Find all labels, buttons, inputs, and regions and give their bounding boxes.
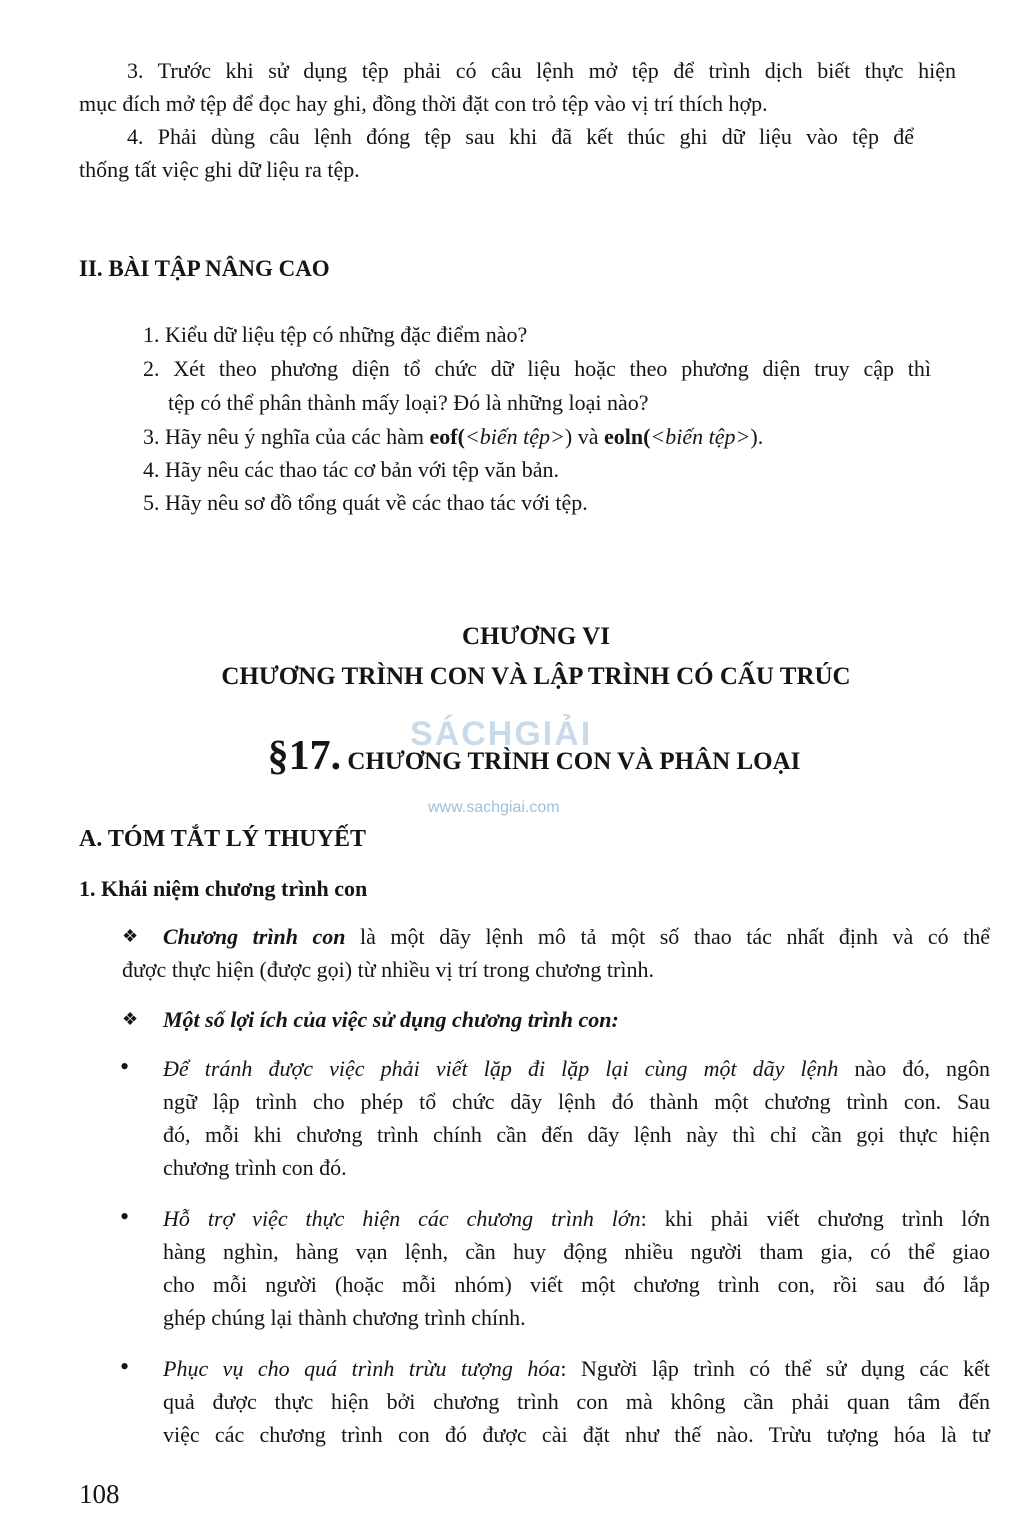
question-3 — [143, 420, 763, 453]
definition-line1 — [163, 920, 990, 953]
definition-rest: là một dãy lệnh mô tả một số thao tác nhất định và có thể — [345, 924, 990, 949]
eoln-argument: <biến tệp> — [650, 424, 751, 449]
bullet-2-italic: Hỗ trợ việc thực hiện các chương trình lớn — [163, 1206, 641, 1231]
theory-heading: A. TÓM TẮT LÝ THUYẾT — [79, 826, 366, 852]
diamond-bullet-icon: ❖ — [122, 926, 139, 946]
chapter-label: CHƯƠNG VI — [462, 623, 610, 650]
bullet-1-italic: Để tránh được việc phải viết lặp đi lặp lại cùng một dãy lệnh — [163, 1056, 839, 1081]
section-17-number: §17. — [267, 733, 342, 779]
bullet-3-rest: : Người lập trình có thể sử dụng các kết — [560, 1356, 990, 1381]
bullet-2-line4: ghép chúng lại thành chương trình chính. — [163, 1305, 526, 1330]
question-3-end: ). — [750, 424, 764, 449]
bullet-dot-icon: • — [120, 1202, 130, 1231]
question-1: 1. Kiểu dữ liệu tệp có những đặc điểm nào? — [143, 322, 528, 347]
watermark-logo: SÁCHGIẢI — [410, 715, 593, 753]
eoln-function: eoln( — [603, 424, 651, 449]
bullet-3-line2: quả được thực hiện bởi chương trình con mà không cần phải quan tâm đến — [163, 1389, 990, 1414]
bullet-3-italic: Phục vụ cho quá trình trừu tượng hóa — [163, 1356, 561, 1381]
eof-function: eof( — [429, 424, 465, 449]
bullet-2-line3: cho mỗi người (hoặc mỗi nhóm) viết một chương trình con, rồi sau đó lắp — [163, 1272, 990, 1297]
section-heading-advanced: II. BÀI TẬP NÂNG CAO — [79, 256, 330, 281]
section-17-title: CHƯƠNG TRÌNH CON VÀ PHÂN LOẠI — [341, 748, 801, 775]
concept-subheading: 1. Khái niệm chương trình con — [79, 876, 368, 901]
question-2-line2: tệp có thể phân thành mấy loại? Đó là những loại nào? — [168, 390, 649, 415]
bullet-3-line1 — [163, 1352, 990, 1385]
diamond-bullet-icon: ❖ — [122, 1009, 139, 1029]
bullet-1-line3: đó, mỗi khi chương trình chính cần đến dãy lệnh này thì chỉ cần gọi thực hiện — [163, 1122, 990, 1147]
bullet-2-line1 — [163, 1202, 990, 1235]
definition-term: Chương trình con — [163, 924, 346, 949]
bullet-1-line2: ngữ lập trình cho phép tổ chức dãy lệnh đó thành một chương trình con. Sau — [163, 1089, 990, 1114]
question-4: 4. Hãy nêu các thao tác cơ bản với tệp văn bản. — [143, 457, 560, 482]
definition-line2: được thực hiện (được gọi) từ nhiều vị trí trong chương trình. — [122, 957, 654, 982]
bullet-dot-icon: • — [120, 1052, 130, 1081]
item-3-line1: 3. Trước khi sử dụng tệp phải có câu lệnh mở tệp để trình dịch biết thực hiện — [127, 58, 956, 83]
bullet-1-rest: nào đó, ngôn — [838, 1056, 990, 1081]
bullet-dot-icon: • — [120, 1352, 130, 1381]
bullet-1-line1 — [163, 1052, 990, 1085]
watermark-url: www.sachgiai.com — [428, 799, 560, 816]
page-number: 108 — [79, 1479, 120, 1509]
eof-argument: <biến tệp> — [464, 424, 565, 449]
question-5: 5. Hãy nêu sơ đồ tổng quát về các thao tác với tệp. — [143, 490, 588, 515]
question-3-mid: ) và — [564, 424, 604, 449]
question-3-prefix: 3. Hãy nêu ý nghĩa của các hàm — [143, 424, 430, 449]
benefits-heading: Một số lợi ích của việc sử dụng chương trình con: — [163, 1007, 619, 1032]
bullet-2-line2: hàng nghìn, hàng vạn lệnh, cần huy động nhiều người tham gia, có thể giao — [163, 1239, 990, 1264]
item-4-line2: thống tất việc ghi dữ liệu ra tệp. — [79, 157, 360, 182]
bullet-3-line3: việc các chương trình con đó được cài đặt như thế nào. Trừu tượng hóa là tư — [163, 1422, 990, 1447]
item-4-line1: 4. Phải dùng câu lệnh đóng tệp sau khi đã kết thúc ghi dữ liệu vào tệp để — [127, 124, 914, 149]
bullet-1-line4: chương trình con đó. — [163, 1155, 347, 1180]
chapter-title: CHƯƠNG TRÌNH CON VÀ LẬP TRÌNH CÓ CẤU TRÚC — [221, 663, 851, 690]
bullet-2-rest: : khi phải viết chương trình lớn — [640, 1206, 990, 1231]
item-3-line2: mục đích mở tệp để đọc hay ghi, đồng thời đặt con trỏ tệp vào vị trí thích hợp. — [79, 91, 768, 116]
question-2-line1: 2. Xét theo phương diện tổ chức dữ liệu hoặc theo phương diện truy cập thì — [143, 356, 931, 381]
